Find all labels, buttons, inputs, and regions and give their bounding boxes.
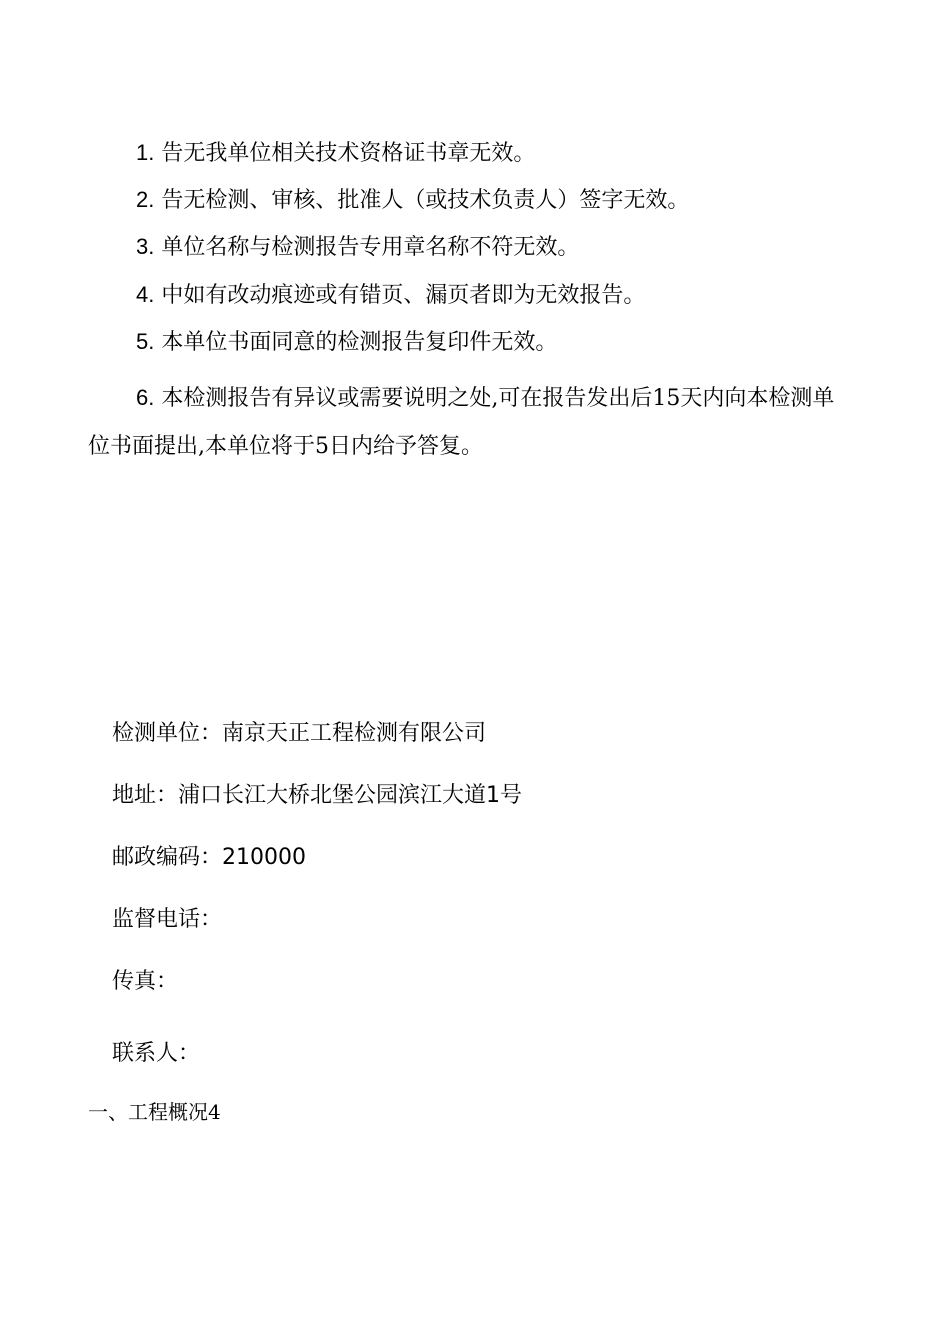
- note-4-number: 4.: [136, 282, 155, 307]
- fax: 传真：: [112, 969, 179, 994]
- contact-person: 联系人：: [112, 1041, 201, 1066]
- note-2-text: 告无检测、审核、批准人（或技术负责人）签字无效。: [154, 188, 690, 213]
- note-4-text: 中如有改动痕迹或有错页、漏页者即为无效报告。: [154, 283, 646, 308]
- address: 地址：浦口长江大桥北堡公园滨江大道1号: [112, 783, 522, 808]
- note-6-text: 本检测报告有异议或需要说明之处,可在报告发出后15天内向本检测单位书面提出,本单位将于5日内给予答复。: [88, 386, 835, 459]
- note-3: [136, 232, 579, 263]
- note-5-number: 5.: [136, 329, 155, 354]
- note-2-number: 2.: [136, 187, 155, 212]
- note-1: [136, 138, 535, 169]
- postal-code: 邮政编码：210000: [112, 845, 306, 870]
- note-1-number: 1.: [136, 140, 155, 165]
- supervision-phone: 监督电话：: [112, 907, 223, 932]
- note-2: [136, 185, 689, 216]
- toc-entry-1[interactable]: 一、工程概况4: [88, 1100, 221, 1124]
- note-3-number: 3.: [136, 234, 155, 259]
- note-3-text: 单位名称与检测报告专用章名称不符无效。: [154, 235, 580, 260]
- note-5: [136, 327, 557, 358]
- note-5-text: 本单位书面同意的检测报告复印件无效。: [154, 330, 558, 355]
- note-6: [88, 374, 848, 471]
- testing-unit: 检测单位：南京天正工程检测有限公司: [112, 721, 487, 746]
- note-1-text: 告无我单位相关技术资格证书章无效。: [154, 141, 536, 166]
- note-6-number: 6.: [136, 385, 155, 410]
- note-4: [136, 280, 645, 311]
